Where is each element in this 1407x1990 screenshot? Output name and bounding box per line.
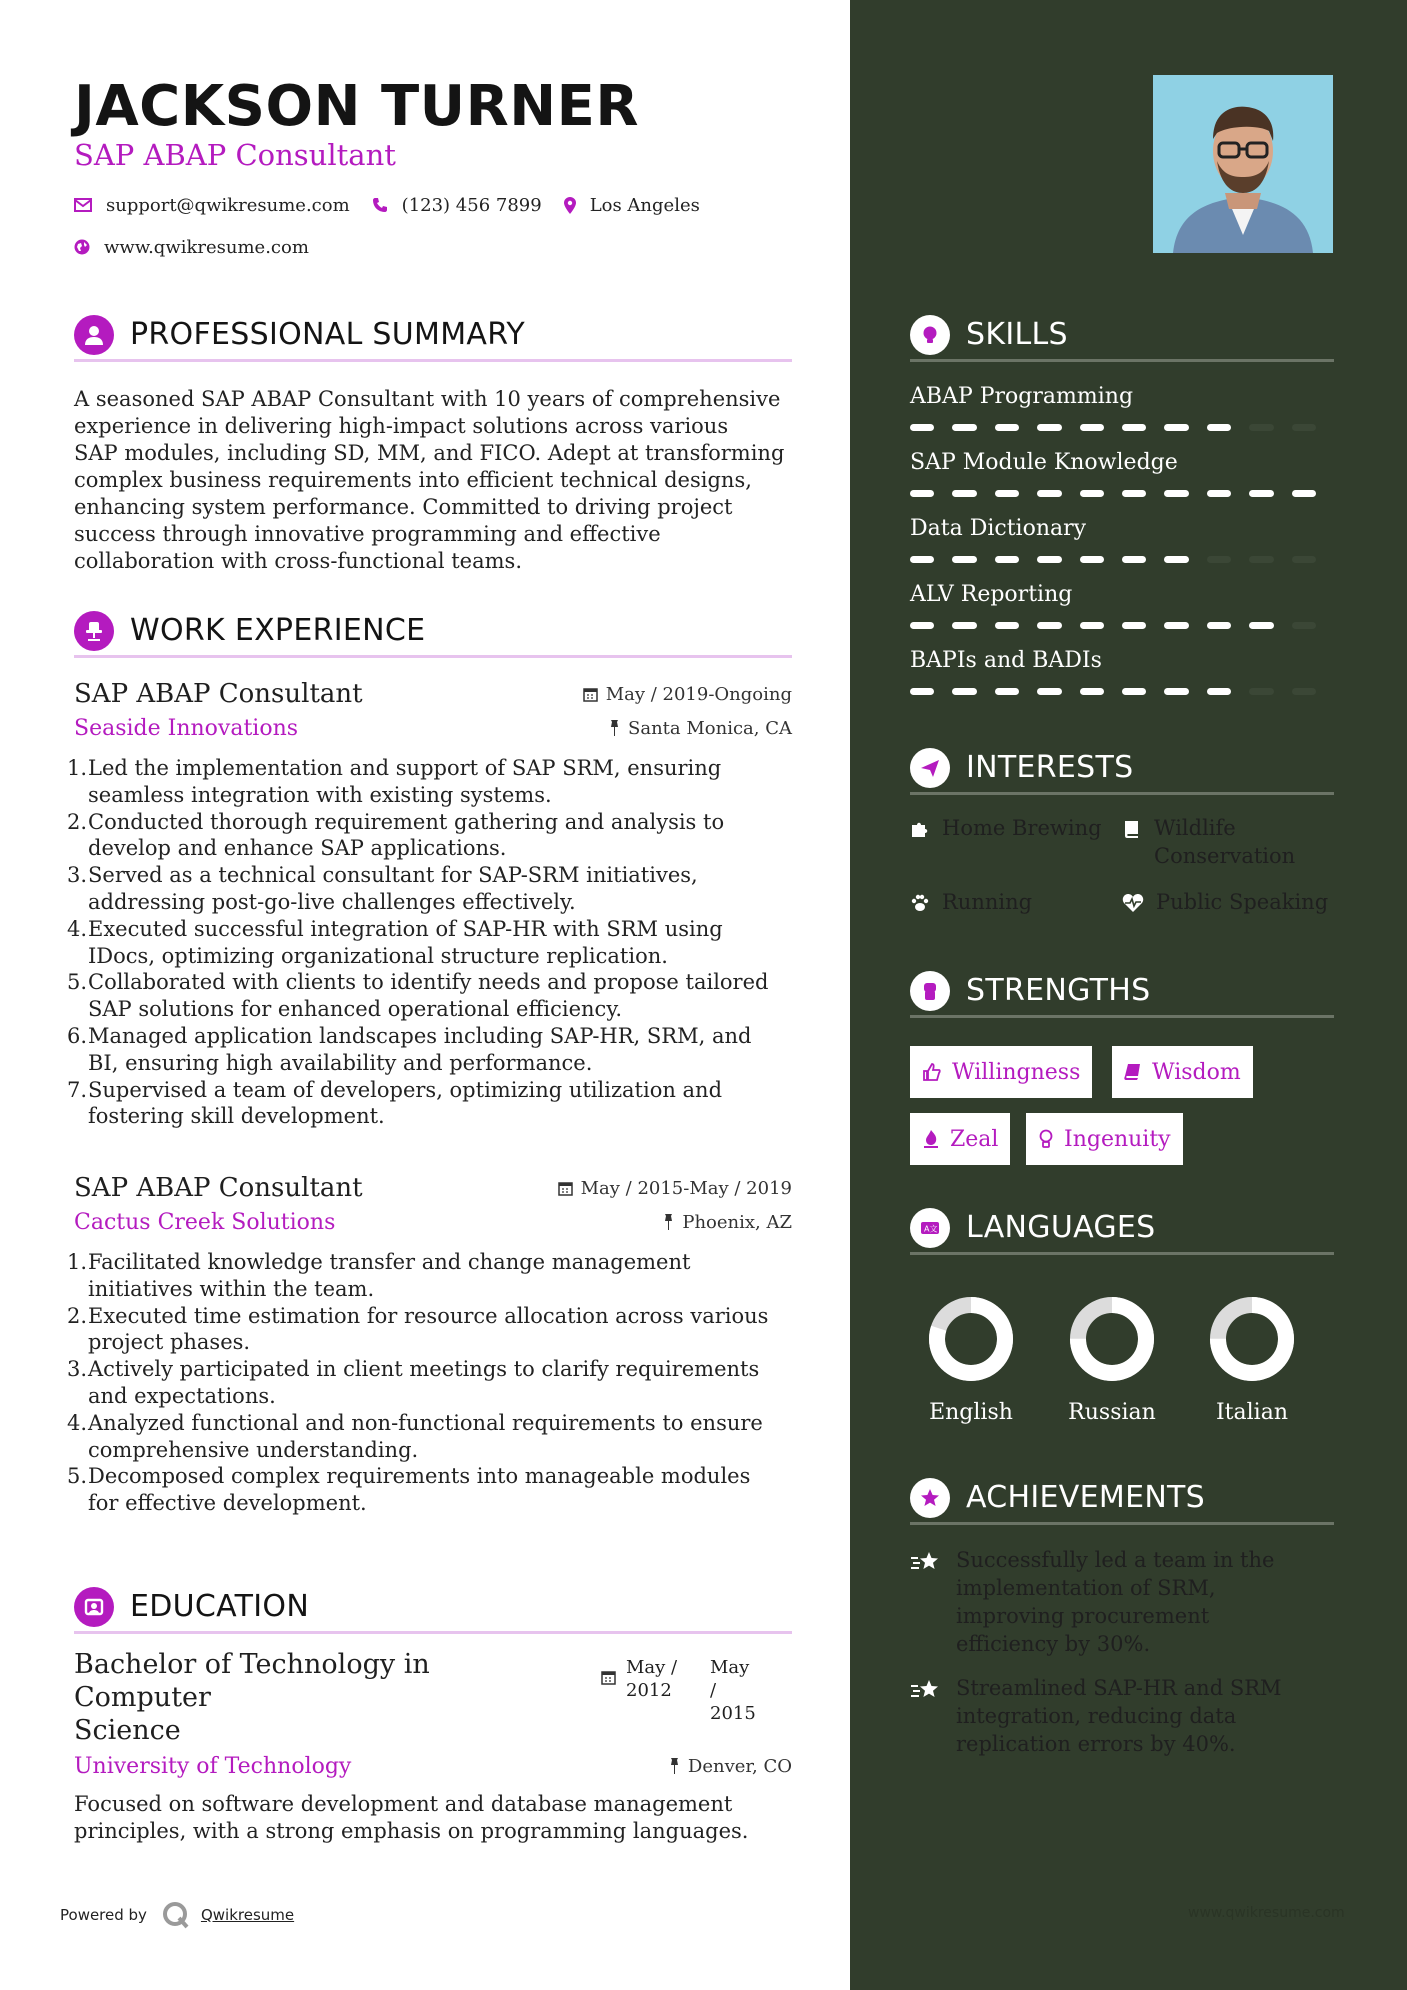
pushpin-icon [609,720,620,736]
skill-dash [952,424,976,431]
skill-dash [1292,424,1316,431]
shooting-star-icon [910,1550,942,1574]
translate-icon [910,1208,950,1248]
footer-url[interactable]: www.qwikresume.com [1188,1905,1345,1921]
achievement-text: Successfully led a team in the implementation of SRM, improving procurement efficiency by 30%. [956,1548,1275,1656]
summary-text: A seasoned SAP ABAP Consultant with 10 years of comprehensive experience in delivering high-impact solutions across various SAP modules, including SD, MM, and FICO. Adept at transforming complex business requirements into efficient technical designs, enhancing system performance. Committed to driving project success through innovative programming and effective collaboration with cross-functional teams. [74,387,785,573]
summary-heading: PROFESSIONAL SUMMARY [130,317,526,352]
skill-dash [995,556,1019,563]
skill-dash [952,490,976,497]
skill-dash [952,556,976,563]
lightbulb-icon [910,315,950,355]
contact-location [564,195,700,216]
office-chair-icon [74,611,114,651]
star-icon [910,1478,950,1518]
achievements-section-header [910,1473,1334,1525]
book-icon [1124,1063,1142,1081]
language-name: Italian [1215,1400,1288,1425]
strength-tag: Willingness [910,1046,1092,1098]
skill-dash [1292,556,1316,563]
contact-info [74,192,722,276]
skill-item [910,450,1334,497]
email-text: support@qwikresume.com [106,194,350,216]
list-item: 3. Actively participated in client meetings to clarify requirements and expectations. [67,1357,760,1408]
summary-section-header [74,310,792,362]
skill-dash [1037,688,1061,695]
strength-tag: Zeal [910,1113,1010,1165]
book-icon [1122,819,1142,839]
calendar-icon [601,1670,616,1685]
list-item: 4. Executed successful integration of SAP-HR with SRM using IDocs, optimizing organizational structure replication. [67,916,723,968]
svg-text:A文: A文 [924,1224,938,1233]
languages-heading: LANGUAGES [966,1210,1156,1245]
list-item: 5. Collaborated with clients to identify needs and propose tailored SAP solutions for enhanced operational efficiency. [67,970,769,1022]
skill-dash [1164,556,1188,563]
experience-heading: WORK EXPERIENCE [130,613,426,648]
powered-by: Powered by Qwikresume [60,1900,294,1930]
candidate-name: JACKSON TURNER [74,74,640,139]
skill-dash [1080,556,1104,563]
pushpin-icon [663,1214,674,1230]
education-section-header [74,1582,792,1634]
heart-pulse-icon [1122,893,1144,913]
job-bullets [67,755,792,1130]
contact-website[interactable] [74,237,309,258]
language-name: English [929,1400,1013,1425]
brand-link[interactable]: Qwikresume [200,1906,295,1924]
skill-dash [1292,688,1316,695]
language-level-ring [1067,1294,1157,1384]
job-role: SAP ABAP Consultant [74,1173,363,1203]
list-item: 6. Managed application landscapes including SAP-HR, SRM, and BI, ensuring high availability and performance. [67,1023,752,1075]
skill-dash [1037,424,1061,431]
education-description: Focused on software development and database management principles, with a strong emphasis on programming languages. [74,1792,749,1843]
degree: Bachelor of Technology in Computer Science [74,1649,430,1746]
skill-dash [1249,490,1273,497]
job-role: SAP ABAP Consultant [74,679,363,709]
envelope-icon [74,198,92,212]
location-text: Los Angeles [589,194,700,216]
list-item: 2. Executed time estimation for resource allocation across various project phases. [67,1303,769,1355]
calendar-icon [558,1181,573,1196]
skill-item [910,516,1334,563]
interest-item: Public Speaking [1122,888,1328,916]
skill-dash [1037,490,1061,497]
skill-dash [1207,622,1231,629]
list-item: 1. Led the implementation and support of SAP SRM, ensuring seamless integration with existing systems. [67,756,722,807]
strengths-heading: STRENGTHS [966,973,1151,1008]
skill-dash [1207,424,1231,431]
user-icon [74,315,114,355]
education-heading: EDUCATION [130,1589,310,1624]
language-name: Russian [1068,1400,1156,1425]
skill-dash [910,556,934,563]
puzzle-icon [910,819,930,839]
strength-tag: Wisdom [1112,1046,1253,1098]
skills-section-header [910,310,1334,362]
skill-dash [995,490,1019,497]
job-date: May / 2015-May / 2019 [558,1178,792,1199]
job-company: Seaside Innovations [74,715,299,741]
language-item [906,1294,1036,1425]
skill-dash [1080,424,1104,431]
interest-item: Home Brewing [910,814,1102,842]
skill-level-bar [910,622,1334,629]
contact-phone[interactable] [372,195,542,216]
skill-dash [1249,688,1273,695]
skill-dash [910,424,934,431]
skill-name: Data Dictionary [910,516,1087,541]
skill-dash [995,424,1019,431]
skill-dash [910,622,934,629]
skill-dash [1207,556,1231,563]
profile-photo [1153,75,1333,253]
qwikresume-logo-icon [161,1900,191,1930]
skill-dash [1249,424,1273,431]
skill-dash [995,622,1019,629]
skill-dash [1037,556,1061,563]
achievement-text: Streamlined SAP-HR and SRM integration, reducing data replication errors by 40%. [956,1676,1282,1756]
achievement-item [910,1546,1334,1658]
job-location: Santa Monica, CA [609,718,792,739]
skill-name: BAPIs and BADIs [910,648,1102,673]
fist-icon [910,971,950,1011]
graduate-icon [74,1587,114,1627]
language-item [1187,1294,1317,1425]
skill-item [910,648,1334,695]
contact-email[interactable] [74,195,350,216]
language-level-ring [1207,1294,1297,1384]
skill-dash [1249,622,1273,629]
skill-dash [1122,556,1146,563]
job-entry [67,677,792,1130]
interests-section-header [910,743,1334,795]
skill-dash [1122,622,1146,629]
strengths-section-header [910,966,1334,1018]
skill-dash [910,490,934,497]
phone-text: (123) 456 7899 [401,194,542,216]
skill-dash [952,688,976,695]
achievement-item [910,1674,1334,1758]
lightbulb-icon [1038,1129,1054,1149]
list-item: 3. Served as a technical consultant for SAP-SRM initiatives, addressing post-go-live challenges effectively. [67,863,698,914]
school-name: University of Technology [74,1753,352,1779]
list-item: 2. Conducted thorough requirement gathering and analysis to develop and enhance SAP applications. [67,809,725,861]
paw-icon [910,893,930,913]
skill-dash [1122,688,1146,695]
skill-dash [1292,622,1316,629]
education-date: May / 2012 May / 2015 [601,1656,760,1747]
skill-dash [952,622,976,629]
languages-section-header [910,1203,1334,1255]
skill-dash [1164,490,1188,497]
job-location: Phoenix, AZ [663,1212,792,1233]
paper-plane-icon [910,748,950,788]
job-company: Cactus Creek Solutions [74,1209,336,1235]
list-item: 7. Supervised a team of developers, optimizing utilization and fostering skill development. [67,1077,723,1129]
skill-dash [1037,622,1061,629]
phone-icon [372,197,388,213]
interest-item: Running [910,888,1032,916]
candidate-title: SAP ABAP Consultant [74,138,396,172]
strength-tag: Ingenuity [1026,1113,1183,1165]
job-bullets [67,1249,792,1517]
skill-dash [1164,688,1188,695]
skill-dash [1080,688,1104,695]
education-entry [74,1648,792,1845]
skill-level-bar [910,490,1334,497]
skill-level-bar [910,424,1334,431]
skill-dash [995,688,1019,695]
job-entry [67,1171,792,1517]
skill-dash [1080,490,1104,497]
skill-name: SAP Module Knowledge [910,450,1178,475]
language-level-ring [926,1294,1016,1384]
experience-section-header [74,606,792,658]
interest-item: Wildlife Conservation [1122,814,1295,870]
map-pin-icon [564,197,576,214]
skill-item [910,384,1334,431]
skill-dash [1164,424,1188,431]
skill-dash [1122,424,1146,431]
pushpin-icon [669,1758,680,1774]
website-text: www.qwikresume.com [104,236,309,258]
skill-dash [910,688,934,695]
list-item: 5. Decomposed complex requirements into manageable modules for effective development. [67,1464,751,1516]
skill-dash [1207,688,1231,695]
skill-level-bar [910,688,1334,695]
skills-heading: SKILLS [966,317,1068,352]
skill-dash [1164,622,1188,629]
list-item: 1. Facilitated knowledge transfer and change management initiatives within the team. [67,1250,691,1301]
achievements-heading: ACHIEVEMENTS [966,1480,1206,1515]
skill-dash [1080,622,1104,629]
shooting-star-icon [910,1678,942,1702]
skill-dash [1207,490,1231,497]
skill-dash [1249,556,1273,563]
globe-icon [74,239,90,255]
fire-icon [922,1129,940,1149]
interests-heading: INTERESTS [966,750,1134,785]
calendar-icon [583,687,598,702]
thumbs-up-icon [922,1062,942,1082]
skill-name: ABAP Programming [910,384,1134,409]
list-item: 4. Analyzed functional and non-functional requirements to ensure comprehensive understanding. [67,1410,763,1462]
language-item [1047,1294,1177,1425]
skill-dash [1292,490,1316,497]
school-location: Denver, CO [669,1756,792,1777]
skill-item [910,582,1334,629]
job-date: May / 2019-Ongoing [583,684,792,705]
skill-dash [1122,490,1146,497]
skill-name: ALV Reporting [910,582,1073,607]
skill-level-bar [910,556,1334,563]
